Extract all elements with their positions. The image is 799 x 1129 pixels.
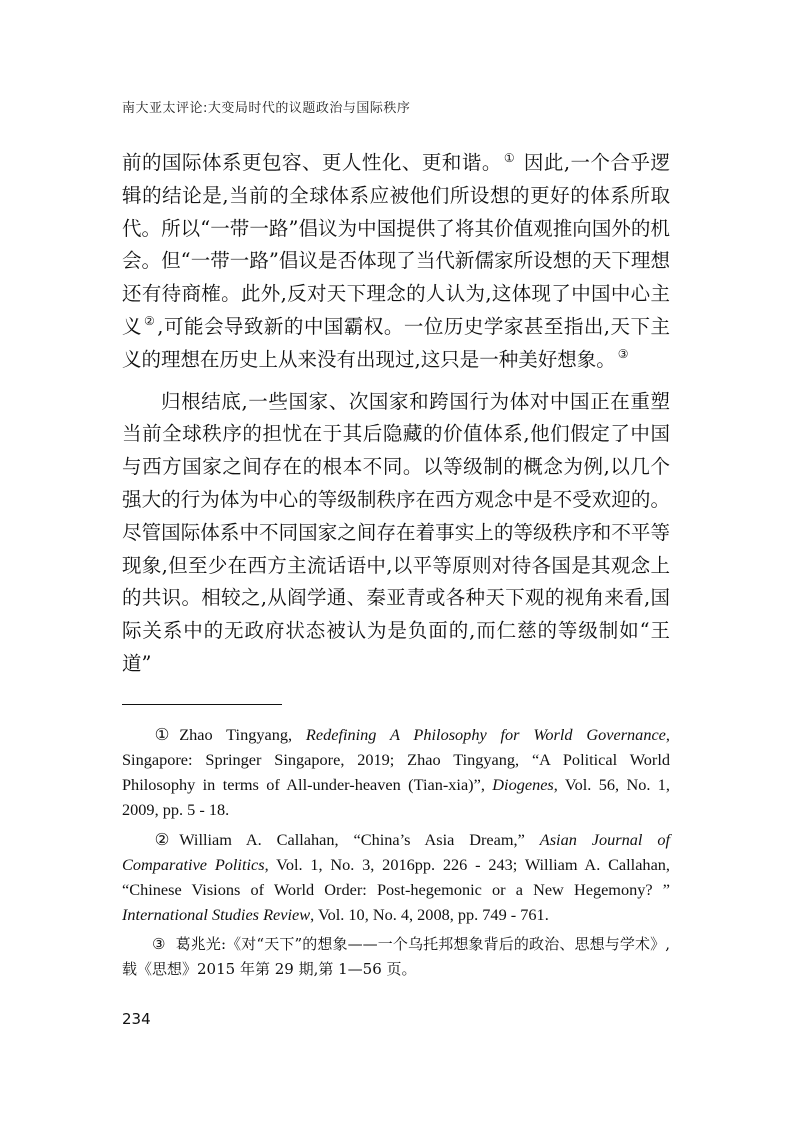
footnote-2-text-a: William A. Callahan, “China’s Asia Dream,” bbox=[179, 830, 540, 849]
main-text bbox=[122, 147, 670, 681]
footnote-3 bbox=[122, 932, 670, 982]
footnote-2-mark: ② bbox=[154, 830, 170, 849]
paragraph-1-text-b: 因此,一个合乎逻辑的结论是,当前的全球体系应被他们所设想的更好的体系所取代。所以“一带一路”倡议为中国提供了将其价值观推向国外的机会。但“一带一路”倡议是否体现了当代新儒家所设想的天下理想还有待商榷。此外,反对天下理念的人认为,这体现了中国中心主义 bbox=[122, 151, 670, 338]
paragraph-1 bbox=[122, 147, 670, 377]
footnote-separator bbox=[122, 704, 282, 705]
footnotes bbox=[122, 722, 670, 987]
footnote-1-text-b: , Singapore: Springer Singapore, 2019; Zhao Tingyang, “A Political World Philosophy in terms of All-under-heaven (Tian-xia)”, bbox=[122, 725, 670, 794]
footnote-1-mark: ① bbox=[154, 725, 170, 744]
paragraph-2: 归根结底,一些国家、次国家和跨国行为体对中国正在重塑当前全球秩序的担忧在于其后隐藏的价值体系,他们假定了中国与西方国家之间存在的根本不同。以等级制的概念为例,以几个强大的行为体为中心的等级制秩序在西方观念中是不受欢迎的。尽管国际体系中不同国家之间存在着事实上的等级秩序和不平等现象,但至少在西方主流话语中,以平等原则对待各国是其观念上的共识。相较之,从阎学通、秦亚青或各种天下观的视角来看,国际关系中的无政府状态被认为是负面的,而仁慈的等级制如“王道” bbox=[122, 389, 670, 675]
footnote-2-title-a: Asian Journal of Comparative Politics bbox=[122, 830, 670, 874]
footnote-3-mark: ③ bbox=[152, 935, 166, 953]
footnote-3-text: 葛兆光:《对“天下”的想象——一个乌托邦想象背后的政治、思想与学术》,载《思想》2015 年第 29 期,第 1—56 页。 bbox=[122, 935, 670, 978]
footnote-ref-3[interactable]: ③ bbox=[617, 347, 629, 362]
footnote-1-title-b: Diogenes bbox=[492, 775, 554, 794]
running-header: 南大亚太评论:大变局时代的议题政治与国际秩序 bbox=[122, 101, 411, 116]
paragraph-1-text-a: 前的国际体系更包容、更人性化、更和谐。 bbox=[122, 151, 502, 174]
footnote-2-text-c: , Vol. 10, No. 4, 2008, pp. 749 - 761. bbox=[310, 905, 549, 924]
paragraph-1-text-c: ,可能会导致新的中国霸权。一位历史学家甚至指出,天下主义的理想在历史上从来没有出现过,这只是一种美好想象。 bbox=[122, 314, 670, 371]
footnote-2 bbox=[122, 827, 670, 927]
footnote-2-text-b: , Vol. 1, No. 3, 2016pp. 226 - 243; William A. Callahan, “Chinese Visions of World Order: Post-hegemonic or a New Hegemony? ” bbox=[122, 855, 671, 899]
footnote-ref-1[interactable]: ① bbox=[503, 150, 516, 165]
footnote-1-text-a: Zhao Tingyang, bbox=[179, 725, 306, 744]
footnote-1 bbox=[122, 722, 670, 822]
footnote-1-title-a: Redefining A Philosophy for World Governance bbox=[305, 725, 666, 744]
page-number: 234 bbox=[122, 1010, 151, 1028]
footnote-ref-2[interactable]: ② bbox=[144, 314, 156, 329]
footnote-1-text-c: , Vol. 56, No. 1, 2009, pp. 5 - 18. bbox=[122, 775, 670, 819]
footnote-2-title-b: International Studies Review bbox=[122, 905, 311, 924]
